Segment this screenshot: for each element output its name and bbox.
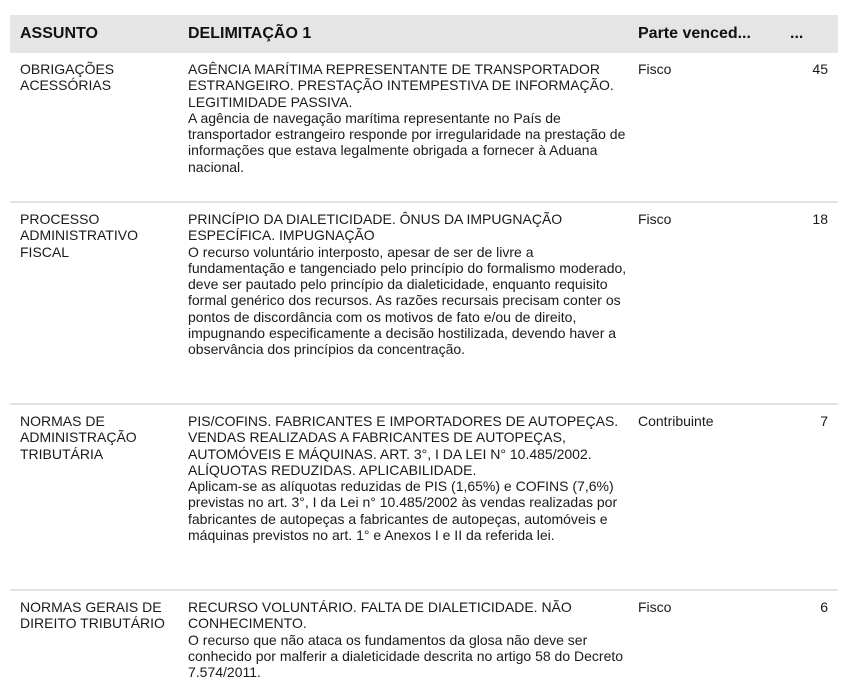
delimitacao-text: O recurso voluntário interposto, apesar de ser de livre a fundamentação e tangenciado pelo princípio do formalismo moderado, deve ser pautado pelo princípio da dialeticidade, enquanto requisito formal genérico dos recursos. As razões recursais precisam conter os pontos de discordância com os motivos de fato e/ou de direito, impugnando especificamente a decisão hostilizada, devendo haver a observância dos princípios da concentração.	[188, 243, 627, 358]
results-table	[10, 15, 838, 683]
table-row[interactable]	[10, 591, 838, 683]
delimitacao-title: AGÊNCIA MARÍTIMA REPRESENTANTE DE TRANSPORTADOR ESTRANGEIRO. PRESTAÇÃO INTEMPESTIVA DE INFORMAÇÃO. LEGITIMIDADE PASSIVA.	[188, 61, 614, 110]
header-parte-vencedora[interactable]: Parte venced...	[638, 25, 751, 42]
delimitacao-text: A agência de navegação marítima representante no País de transportador estrangeiro responde por irregularidade na prestação de informações que estava legalmente obrigada a fornecer à Aduana nacional.	[188, 109, 626, 175]
header-assunto[interactable]: ASSUNTO	[20, 25, 98, 42]
cell-count: 45	[812, 61, 828, 77]
cell-assunto: NORMAS GERAIS DE DIREITO TRIBUTÁRIO	[20, 599, 165, 632]
delimitacao-title: PIS/COFINS. FABRICANTES E IMPORTADORES DE AUTOPEÇAS. VENDAS REALIZADAS A FABRICANTES DE AUTOPEÇAS, AUTOMÓVEIS E MÁQUINAS. ART. 3°, I DA LEI N° 10.485/2002. ALÍQUOTAS REDUZIDAS. APLICABILIDADE.	[188, 413, 619, 478]
cell-delimitacao	[178, 203, 628, 358]
table-header	[10, 15, 838, 53]
cell-delimitacao	[178, 591, 628, 680]
cell-parte-vencedora: Fisco	[638, 599, 672, 615]
cell-count: 7	[820, 413, 828, 429]
cell-parte-vencedora: Fisco	[638, 211, 672, 227]
header-more[interactable]: ...	[790, 25, 804, 42]
table-row[interactable]	[10, 405, 838, 591]
table-row[interactable]	[10, 203, 838, 405]
cell-count: 6	[820, 599, 828, 615]
delimitacao-text: Aplicam-se as alíquotas reduzidas de PIS (1,65%) e COFINS (7,6%) previstas no art. 3°, I da Lei n° 10.485/2002 às vendas realizadas por fabricantes de autopeças a fabricantes de autopeças, automóveis e máquinas previstos no art. 1° e Anexos I e II da referida lei.	[188, 478, 618, 544]
table-row[interactable]	[10, 53, 838, 203]
cell-delimitacao	[178, 53, 628, 175]
delimitacao-title: PRINCÍPIO DA DIALETICIDADE. ÔNUS DA IMPUGNAÇÃO ESPECÍFICA. IMPUGNAÇÃO	[188, 211, 563, 244]
delimitacao-text: O recurso que não ataca os fundamentos da glosa não deve ser conhecido por malferir a dialeticidade descrita no artigo 58 do Decreto 7.574/2011.	[188, 631, 624, 681]
cell-parte-vencedora: Contribuinte	[638, 413, 714, 429]
cell-parte-vencedora: Fisco	[638, 61, 672, 77]
delimitacao-title: RECURSO VOLUNTÁRIO. FALTA DE DIALETICIDADE. NÃO CONHECIMENTO.	[188, 599, 572, 632]
cell-assunto: NORMAS DE ADMINISTRAÇÃO TRIBUTÁRIA	[20, 413, 137, 462]
cell-assunto: PROCESSO ADMINISTRATIVO FISCAL	[20, 211, 138, 260]
cell-assunto: OBRIGAÇÕES ACESSÓRIAS	[20, 61, 115, 94]
header-delimitacao[interactable]: DELIMITAÇÃO 1	[188, 25, 312, 42]
cell-delimitacao	[178, 405, 628, 543]
cell-count: 18	[812, 211, 828, 227]
